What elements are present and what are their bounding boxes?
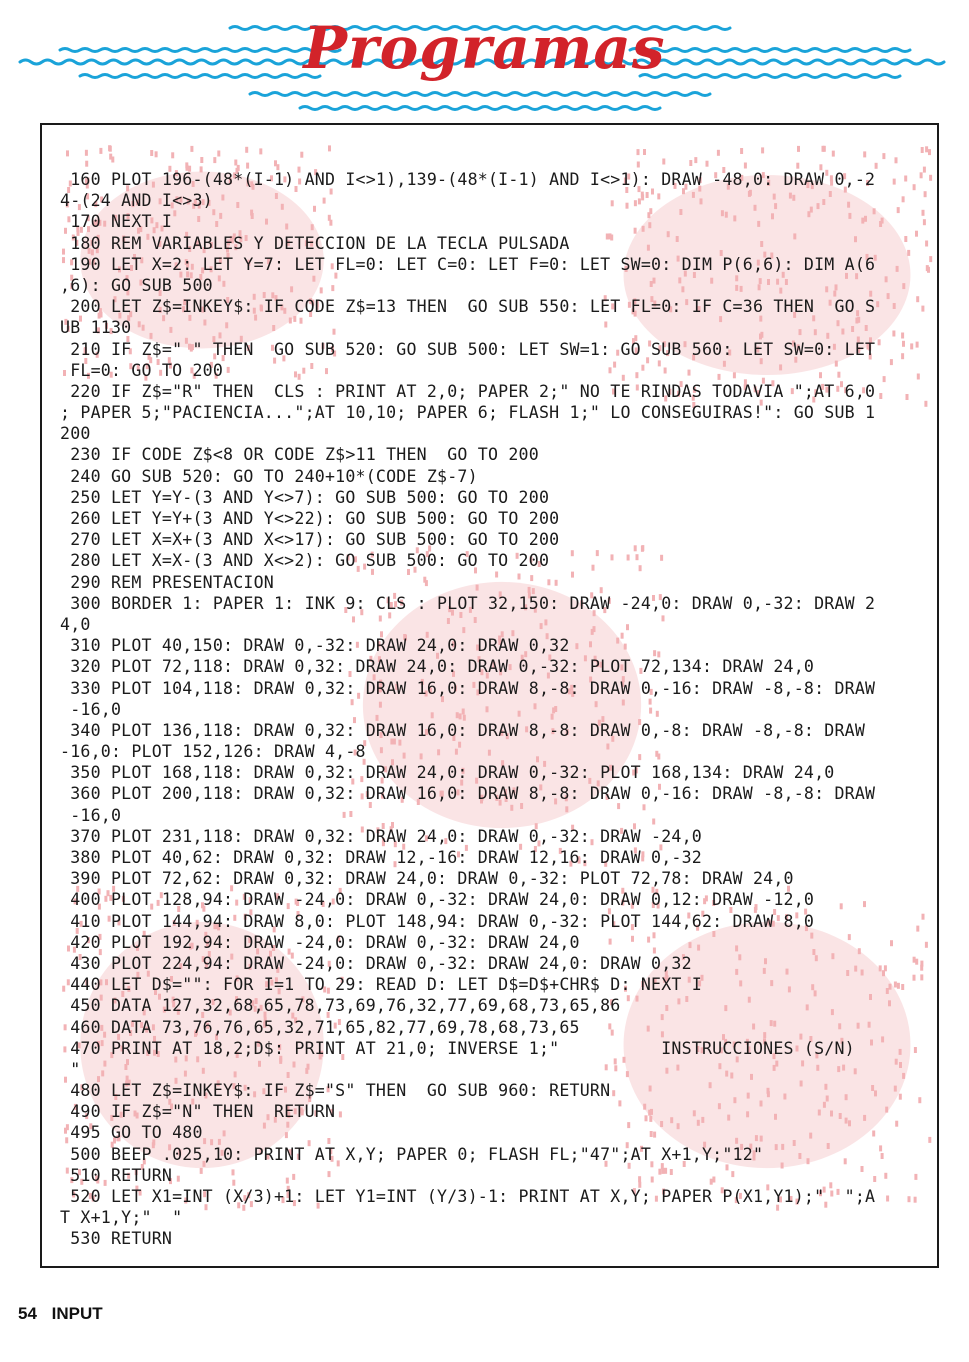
code-line: 180 REM VARIABLES Y DETECCION DE LA TECLA PULSADA xyxy=(60,233,570,253)
code-line: 470 PRINT AT 18,2;D$: PRINT AT 21,0; INVERSE 1;" INSTRUCCIONES (S/N) xyxy=(60,1038,855,1058)
code-line: 480 LET Z$=INKEY$: IF Z$="S" THEN GO SUB 960: RETURN xyxy=(60,1081,611,1101)
code-line: 160 PLOT 196-(48*(I-1) AND I<>1),139-(48*(I-1) AND I<>1): DRAW -48,0: DRAW 0,-2 xyxy=(60,170,876,189)
code-line: 430 PLOT 224,94: DRAW -24,0: DRAW 0,-32: DRAW 24,0: DRAW 0,32 xyxy=(60,953,692,973)
code-line: 460 DATA 73,76,76,65,32,71,65,82,77,69,78,68,73,65 xyxy=(60,1017,580,1037)
code-line: " xyxy=(60,1059,81,1079)
code-line: 350 PLOT 168,118: DRAW 0,32: DRAW 24,0: DRAW 0,-32: PLOT 168,134: DRAW 24,0 xyxy=(60,763,835,783)
code-line: 340 PLOT 136,118: DRAW 0,32: DRAW 16,0: DRAW 8,-8: DRAW 0,-8: DRAW -8,-8: DRAW xyxy=(60,720,866,740)
code-line: 380 PLOT 40,62: DRAW 0,32: DRAW 12,-16: DRAW 12,16: DRAW 0,-32 xyxy=(60,848,702,867)
code-line: 250 LET Y=Y-(3 AND Y<>7): GO SUB 500: GO TO 200 xyxy=(60,487,550,507)
basic-listing xyxy=(60,169,925,1250)
code-line: 440 LET D$="": FOR I=1 TO 29: READ D: LET D$=D$+CHR$ D: NEXT I xyxy=(60,975,702,995)
code-line: -16,0 xyxy=(60,699,122,719)
code-line: 330 PLOT 104,118: DRAW 0,32: DRAW 16,0: DRAW 8,-8: DRAW 0,-16: DRAW -8,-8: DRAW xyxy=(60,678,876,698)
code-line: 530 RETURN xyxy=(60,1229,173,1249)
code-line: 500 BEEP .025,10: PRINT AT X,Y; PAPER 0; FLASH FL;"47";AT X+1,Y;"12" xyxy=(60,1144,764,1164)
code-line: UB 1130 xyxy=(60,318,132,338)
code-line: T X+1,Y;" " xyxy=(60,1208,183,1228)
code-line: 4,0 xyxy=(60,614,91,634)
code-line: 310 PLOT 40,150: DRAW 0,-32: DRAW 24,0: DRAW 0,32 xyxy=(60,636,570,656)
code-line: 495 GO TO 480 xyxy=(60,1123,203,1143)
code-line: ,6): GO SUB 500 xyxy=(60,275,213,295)
page-header xyxy=(0,0,969,115)
code-line: 280 LET X=X-(3 AND X<>2): GO SUB 500: GO TO 200 xyxy=(60,551,550,571)
page-number: 54 xyxy=(18,1304,37,1323)
code-line: 4-(24 AND I<>3) xyxy=(60,191,213,211)
code-line: 400 PLOT 128,94: DRAW -24,0: DRAW 0,-32: DRAW 24,0: DRAW 0,12: DRAW -12,0 xyxy=(60,890,815,910)
code-line: 520 LET X1=INT (X/3)+1: LET Y1=INT (Y/3)-1: PRINT AT X,Y; PAPER P(X1,Y1);" ";A xyxy=(60,1187,876,1206)
code-line: 290 REM PRESENTACION xyxy=(60,572,274,592)
code-line: 200 LET Z$=INKEY$: IF CODE Z$=13 THEN GO SUB 550: LET FL=0: IF C=36 THEN GO S xyxy=(60,297,876,317)
code-line: 490 IF Z$="N" THEN RETURN xyxy=(60,1102,336,1122)
code-line: -16,0: PLOT 152,126: DRAW 4,-8 xyxy=(60,742,366,762)
code-line: 170 NEXT I xyxy=(60,212,173,232)
code-line: 270 LET X=X+(3 AND X<>17): GO SUB 500: GO TO 200 xyxy=(60,530,560,550)
program-listing-panel xyxy=(40,123,939,1268)
section-title: Programas xyxy=(303,14,666,82)
code-line: 260 LET Y=Y+(3 AND Y<>22): GO SUB 500: GO TO 200 xyxy=(60,509,560,528)
page-footer xyxy=(18,1304,113,1324)
code-line: 420 PLOT 192,94: DRAW -24,0: DRAW 0,-32: DRAW 24,0 xyxy=(60,932,580,952)
code-line: 220 IF Z$="R" THEN CLS : PRINT AT 2,0; PAPER 2;" NO TE RINDAS TODAVIA ";AT 6,0 xyxy=(60,381,876,401)
code-line: -16,0 xyxy=(60,805,122,825)
code-line: 300 BORDER 1: PAPER 1: INK 9: CLS : PLOT 32,150: DRAW -24,0: DRAW 0,-32: DRAW 2 xyxy=(60,593,876,613)
code-line: 510 RETURN xyxy=(60,1165,173,1185)
code-line: 200 xyxy=(60,424,91,444)
code-line: 240 GO SUB 520: GO TO 240+10*(CODE Z$-7) xyxy=(60,466,478,486)
code-line: ; PAPER 5;"PACIENCIA...";AT 10,10; PAPER 6; FLASH 1;" LO CONSEGUIRAS!": GO SUB 1 xyxy=(60,403,876,423)
code-line: 390 PLOT 72,62: DRAW 0,32: DRAW 24,0: DRAW 0,-32: PLOT 72,78: DRAW 24,0 xyxy=(60,869,794,889)
magazine-name: INPUT xyxy=(51,1304,103,1323)
code-line: 190 LET X=2: LET Y=7: LET FL=0: LET C=0: LET F=0: LET SW=0: DIM P(6,6): DIM A(6 xyxy=(60,254,876,274)
code-line: 230 IF CODE Z$<8 OR CODE Z$>11 THEN GO TO 200 xyxy=(60,445,539,465)
code-line: 450 DATA 127,32,68,65,78,73,69,76,32,77,69,68,73,65,86 xyxy=(60,996,621,1016)
code-line: 360 PLOT 200,118: DRAW 0,32: DRAW 16,0: DRAW 8,-8: DRAW 0,-16: DRAW -8,-8: DRAW xyxy=(60,784,876,804)
code-line: 320 PLOT 72,118: DRAW 0,32: DRAW 24,0: DRAW 0,-32: PLOT 72,134: DRAW 24,0 xyxy=(60,657,815,677)
code-line: FL=0: GO TO 200 xyxy=(60,360,224,380)
code-line: 410 PLOT 144,94: DRAW 8,0: PLOT 148,94: DRAW 0,-32: PLOT 144,62: DRAW 8,0 xyxy=(60,911,815,931)
code-line: 210 IF Z$=" " THEN GO SUB 520: GO SUB 500: LET SW=1: GO SUB 560: LET SW=0: LET xyxy=(60,339,876,359)
code-line: 370 PLOT 231,118: DRAW 0,32: DRAW 24,0: DRAW 0,-32: DRAW -24,0 xyxy=(60,826,702,846)
